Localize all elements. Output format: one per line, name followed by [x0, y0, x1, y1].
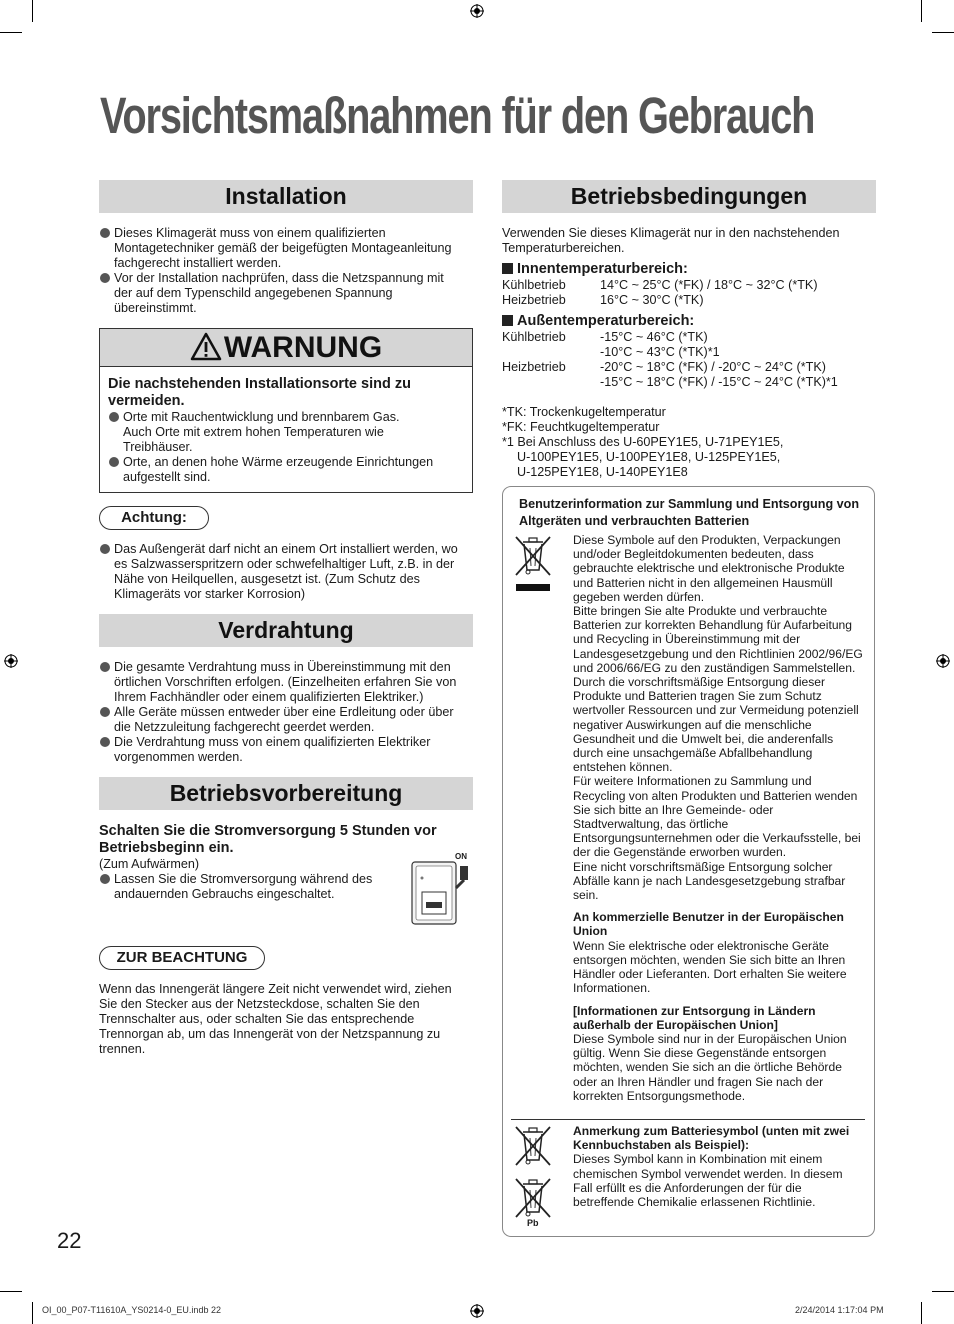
mode-cell: Kühlbetrieb [502, 330, 566, 344]
list-item: Die gesamte Verdrahtung muss in Übereinstimmung mit den örtlichen Vorschriften erfolgen. (Einzelheiten erfahren Sie von Ihrem Fachhändler oder einem qualifizierten Elektriker.) [99, 660, 477, 705]
crop-mark [32, 1302, 33, 1324]
footnote: U-100PEY1E5, U-100PEY1E8, U-125PEY1E5, [517, 450, 781, 464]
crop-mark [932, 32, 954, 33]
zur-beachtung-label: ZUR BEACHTUNG [99, 946, 265, 970]
table-row [502, 375, 874, 390]
list-item: Die Verdrahtung muss von einem qualifizierten Elektriker vorgenommen werden. [99, 735, 477, 765]
pb-label: Pb [527, 1218, 539, 1228]
table-row [502, 345, 874, 360]
battery-heading: Anmerkung zum Batteriesymbol (unten mit zwei Kennbuchstaben als Beispiel): [573, 1124, 850, 1153]
crop-mark [32, 0, 33, 22]
value-cell: 16°C ~ 30°C (*TK) [600, 293, 704, 307]
betriebsvorbereitung-bold: Schalten Sie die Stromversorgung 5 Stunden vor Betriebsbeginn ein. [99, 823, 437, 856]
table-row [502, 293, 874, 308]
warning-content [108, 376, 468, 485]
innen-table [502, 278, 874, 308]
footer-file-info: OI_00_P07-T11610A_YS0214-0_EU.indb 22 [42, 1305, 221, 1315]
page-number: 22 [57, 1228, 82, 1253]
list-item: Lassen Sie die Stromversorgung während des andauernden Gebrauchs eingeschaltet. [99, 872, 469, 902]
outside-eu-heading: [Informationen zur Entsorgung in Ländern außerhalb der Europäischen Union] [573, 1003, 816, 1032]
warning-header [100, 329, 472, 367]
innen-heading [502, 261, 688, 278]
list-item: Das Außengerät darf nicht an einem Ort installiert werden, wo es Salzwasserspritzern oder schwefelhaltiger Luft, z.B. in der Nähe von Heilquellen, ausgesetzt ist. (Zum Schutz des Klimageräts vor starker Korrosion) [99, 542, 469, 602]
achtung-label: Achtung: [99, 506, 209, 530]
commercial-text: Wenn Sie elektrische oder elektronische Geräte entsorgen möchten, wenden Sie sich bitte an Ihren Händler oder Lieferanten. Dort erhalten Sie weitere Informationen. [573, 938, 847, 996]
crop-mark [0, 1291, 22, 1292]
info-heading: Benutzerinformation zur Sammlung und Entsorgung von Altgeräten und verbrauchten Batterien [519, 497, 860, 528]
betriebsbedingungen-intro: Verwenden Sie dieses Klimagerät nur in den nachstehenden Temperaturbereichen. [502, 226, 840, 255]
aussen-heading-text: Außentemperaturbereich: [517, 313, 695, 329]
aussen-table [502, 330, 874, 390]
footnote: *TK: Trockenkugeltemperatur [502, 405, 666, 419]
power-switch-illustration [408, 850, 472, 926]
betriebsvorbereitung-heading: Betriebsvorbereitung [99, 777, 473, 810]
info-paragraph: Eine nicht vorschriftsmäßige Entsorgung solcher Abfälle kann je nach Landesgesetzgebung strafbar sein. [573, 859, 846, 903]
list-item: Orte mit Rauchentwicklung und brennbarem Gas. Auch Orte mit extrem hohen Temperaturen wie Treibhäuser. [108, 410, 468, 455]
mode-cell: Heizbetrieb [502, 360, 566, 374]
footnote: *1 Bei Anschluss des U-60PEY1E5, U-71PEY1E5, [502, 435, 784, 449]
registration-mark-icon [470, 1304, 484, 1318]
crop-mark [932, 1291, 954, 1292]
table-row [502, 330, 874, 345]
warning-box [99, 328, 473, 493]
value-cell: -10°C ~ 43°C (*TK)*1 [600, 345, 720, 359]
crop-mark [921, 1302, 922, 1324]
crossed-bin-icon [513, 1124, 553, 1168]
table-row [502, 360, 874, 375]
outside-eu-text: Diese Symbole sind nur in der Europäischen Union gültig. Wenn Sie diese Gegenstände entsorgen möchten, wenden Sie sich an die örtliche Behörde oder an Ihren Händler und fragen Sie nach der korrekten Entsorgungsmethode. [573, 1031, 847, 1103]
page-title: Vorsichtsmaßnahmen für den Gebrauch [100, 87, 815, 144]
square-bullet-icon [502, 263, 513, 274]
table-row [502, 278, 874, 293]
aussen-heading [502, 313, 694, 330]
warning-label: WARNUNG [223, 331, 383, 364]
info-paragraph: Für weitere Informationen zu Sammlung und Recycling von alten Produkten und Batterien wenden Sie sich bitte an Ihre Gemeinde- oder Stadtverwaltung, das örtliche Entsorgungsunternehmen oder die Verkaufsstelle, bei der die Gegenstände erworben wurden. [573, 774, 861, 860]
value-cell: 14°C ~ 25°C (*FK) / 18°C ~ 32°C (*TK) [600, 278, 818, 292]
footnotes [502, 405, 874, 480]
installation-heading: Installation [99, 180, 473, 213]
footnote: U-125PEY1E8, U-140PEY1E8 [517, 465, 688, 479]
list-item: Vor der Installation nachprüfen, dass die Netzspannung mit der auf dem Typenschild angegebenen Spannung übereinstimmt. [99, 271, 477, 316]
crossed-bin-icon [513, 534, 553, 592]
value-cell: -15°C ~ 18°C (*FK) / -15°C ~ 24°C (*TK)*1 [600, 375, 838, 389]
mode-cell [502, 375, 600, 390]
list-item: Orte, an denen hohe Wärme erzeugende Einrichtungen aufgestellt sind. [108, 455, 468, 485]
info-paragraph: Durch die vorschriftsmäßige Entsorgung dieser Produkte und Batterien tragen Sie zum Schutz wertvoller Ressourcen und zur Vermeidung potenziell negativer Auswirkungen auf die menschliche Gesundheit und die Umwelt bei, die anderenfalls durch eine unsachgemäße Abfallbehandlung entstehen können. [573, 675, 859, 775]
square-bullet-icon [502, 315, 513, 326]
achtung-list [99, 542, 469, 602]
mode-cell [502, 345, 600, 360]
warning-intro: Die nachstehenden Installationsorte sind zu vermeiden. [108, 376, 411, 409]
footnote: *FK: Feuchtkugeltemperatur [502, 420, 660, 434]
switch-on-label: ON [455, 852, 467, 861]
zur-beachtung-text: Wenn das Innengerät längere Zeit nicht verwendet wird, ziehen Sie den Stecker aus der Netzsteckdose, schalten Sie den Trennschalter aus, oder schalten Sie das entsprechende Trennorgan ab, um das Innengerät von der Netzspannung zu trennen. [99, 982, 452, 1056]
registration-mark-icon [936, 654, 950, 668]
info-paragraphs [573, 533, 863, 1103]
battery-text: Dieses Symbol kann in Kombination mit einem chemischen Symbol verwendet werden. In diesem Fall erfüllt es die Anforderungen der für die betreffende Chemikalie erlassenen Richtlinie. [573, 1152, 843, 1210]
warning-triangle-icon [190, 332, 222, 361]
betriebsvorbereitung-note: (Zum Aufwärmen) [99, 857, 200, 871]
battery-note [573, 1124, 863, 1209]
innen-heading-text: Innentemperaturbereich: [517, 261, 688, 277]
crop-mark [0, 32, 22, 33]
info-paragraph: Bitte bringen Sie alte Produkte und verbrauchte Batterien zur korrekten Behandlung für Aufarbeitung und Recycling in Übereinstimmung mit der Landesgesetzgebung und den Richtlinien 2002/96/EG und 2006/66/EG zu den zuständigen Sammelstellen. [573, 604, 863, 675]
value-cell: -20°C ~ 18°C (*FK) / -20°C ~ 24°C (*TK) [600, 360, 826, 374]
crossed-bin-pb-icon [513, 1176, 553, 1220]
verdrahtung-list [99, 660, 477, 765]
list-item: Alle Geräte müssen entweder über eine Erdleitung oder über die Netzzuleitung fachgerecht geerdet werden. [99, 705, 477, 735]
betriebsbedingungen-heading: Betriebsbedingungen [502, 180, 876, 213]
list-item: Dieses Klimagerät muss von einem qualifizierten Montagetechniker gemäß der beigefügten Montageanleitung fachgerecht installiert werden. [99, 226, 477, 271]
value-cell: -15°C ~ 46°C (*TK) [600, 330, 708, 344]
verdrahtung-heading: Verdrahtung [99, 614, 473, 647]
info-divider [511, 1119, 865, 1120]
crop-mark [921, 0, 922, 22]
footer-timestamp: 2/24/2014 1:17:04 PM [795, 1305, 884, 1315]
registration-mark-icon [470, 4, 484, 18]
commercial-heading: An kommerzielle Benutzer in der Europäischen Union [573, 910, 844, 939]
mode-cell: Heizbetrieb [502, 293, 566, 307]
info-paragraph: Diese Symbole auf den Produkten, Verpackungen und/oder Begleitdokumenten bedeuten, dass gebrauchte elektrische und elektronische Produkte und Batterien nicht in den allgemeinen Hausmüll gegeben werden dürfen. [573, 533, 845, 604]
registration-mark-icon [4, 654, 18, 668]
mode-cell: Kühlbetrieb [502, 278, 566, 292]
installation-list [99, 226, 477, 316]
